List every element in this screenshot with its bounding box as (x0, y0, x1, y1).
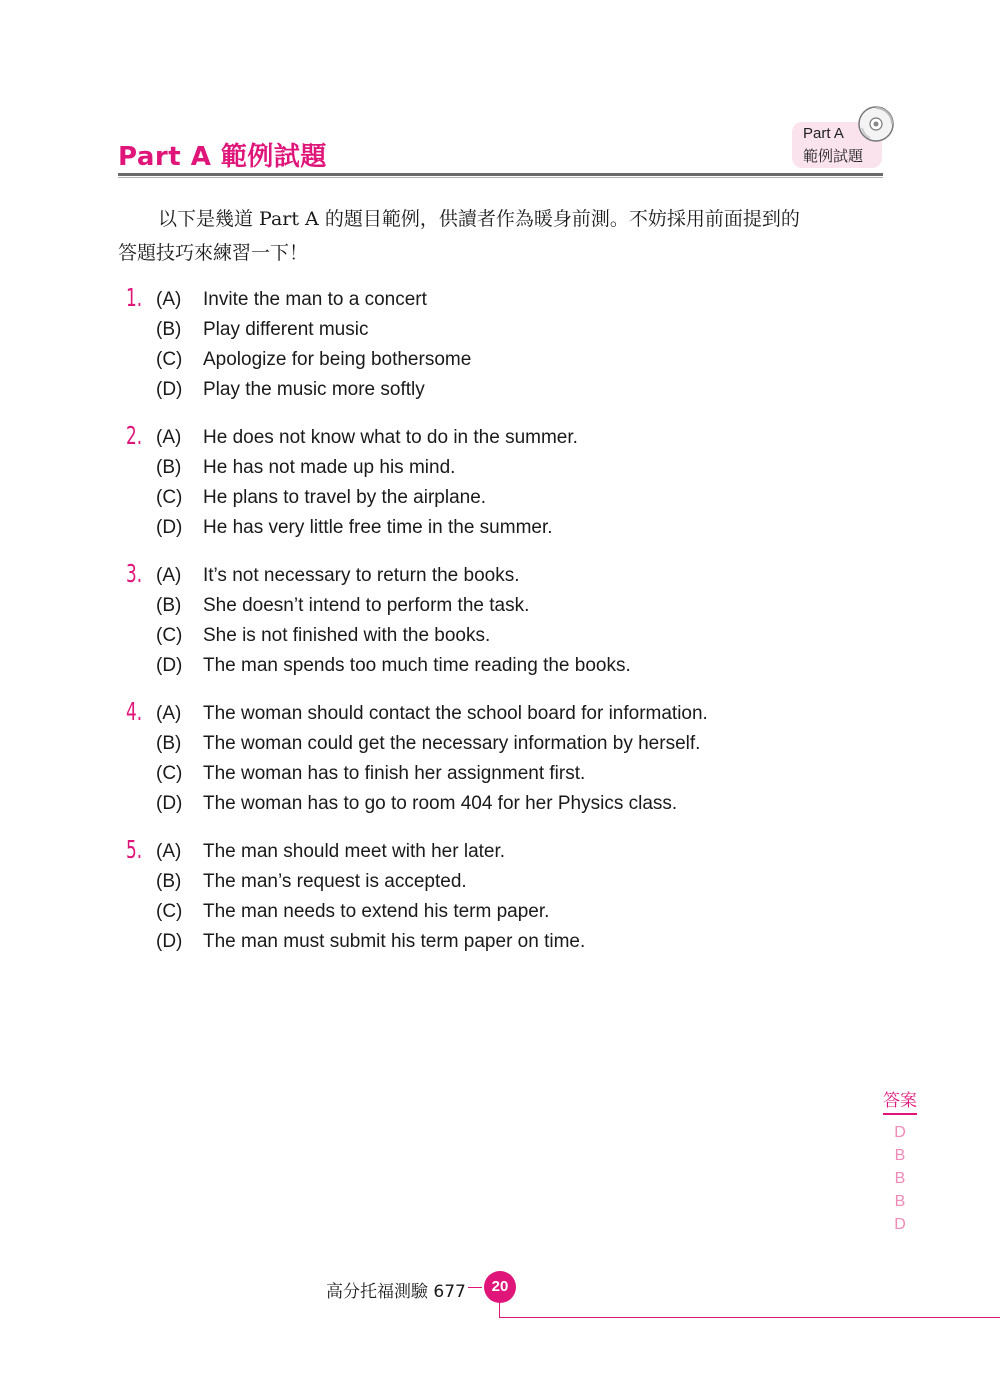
badge-section-label: 範例試題 (803, 147, 864, 165)
answer-item: B (894, 1170, 906, 1187)
answer-key (880, 1086, 920, 1236)
option-letter: (A) (156, 565, 182, 586)
footer-dash (468, 1287, 482, 1288)
option-letter: (B) (156, 457, 182, 478)
option-text: The man must submit his term paper on time. (203, 931, 586, 952)
option-letter: (D) (156, 379, 183, 400)
footer-rule-vertical (499, 1303, 500, 1318)
answer-item: D (894, 1124, 906, 1141)
option-text: The man should meet with her later. (203, 841, 506, 862)
title-divider-thin (118, 177, 883, 178)
intro-line: 以下是幾道 Part A 的題目範例，供讀者作為暖身前測。不妨採用前面提到的 (158, 208, 800, 230)
intro-paragraph (118, 202, 888, 270)
title-divider (118, 173, 883, 176)
option-letter: (C) (156, 625, 183, 646)
answer-item: B (894, 1193, 906, 1210)
option-text: The woman has to go to room 404 for her Physics class. (203, 793, 678, 814)
answer-key-title: 答案 (883, 1086, 917, 1115)
option-letter: (D) (156, 793, 183, 814)
option-letter: (A) (156, 427, 182, 448)
answer-item: D (894, 1216, 906, 1233)
option-text: The man spends too much time reading the books. (203, 655, 631, 676)
cd-icon (856, 104, 896, 144)
option-text: The woman has to finish her assignment first. (203, 763, 586, 784)
option-letter: (B) (156, 319, 182, 340)
option-text: It’s not necessary to return the books. (203, 565, 520, 586)
intro-line: 答題技巧來練習一下！ (118, 242, 309, 264)
question-number: 5. (126, 835, 143, 864)
page-title: Part A 範例試題 (118, 142, 327, 172)
option-letter: (C) (156, 901, 183, 922)
option-letter: (A) (156, 703, 182, 724)
option-letter: (C) (156, 487, 183, 508)
option-text: He has very little free time in the summer. (203, 517, 553, 538)
footer-rule (499, 1317, 1000, 1318)
question-number: 1. (126, 283, 143, 312)
option-letter: (C) (156, 763, 183, 784)
option-letter: (A) (156, 841, 182, 862)
option-text: The man needs to extend his term paper. (203, 901, 550, 922)
option-text: The woman should contact the school board for information. (203, 703, 708, 724)
question-number: 4. (126, 697, 143, 726)
option-letter: (B) (156, 733, 182, 754)
option-letter: (B) (156, 595, 182, 616)
badge-part-label: Part A (803, 125, 844, 142)
book-title: 高分托福測驗 677 (326, 1282, 466, 1302)
answer-item: B (894, 1147, 906, 1164)
option-letter: (D) (156, 931, 183, 952)
option-text: She is not finished with the books. (203, 625, 491, 646)
option-text: Apologize for being bothersome (203, 349, 472, 370)
option-text: He does not know what to do in the summer. (203, 427, 578, 448)
option-letter: (D) (156, 655, 183, 676)
option-letter: (A) (156, 289, 182, 310)
option-letter: (D) (156, 517, 183, 538)
option-letter: (C) (156, 349, 183, 370)
option-text: He plans to travel by the airplane. (203, 487, 487, 508)
answer-list (880, 1121, 920, 1236)
page-number: 20 (484, 1271, 516, 1303)
option-text: She doesn’t intend to perform the task. (203, 595, 530, 616)
question-number: 3. (126, 559, 143, 588)
option-letter: (B) (156, 871, 182, 892)
question-number: 2. (126, 421, 143, 450)
option-text: The man’s request is accepted. (203, 871, 467, 892)
option-text: Play different music (203, 319, 369, 340)
option-text: Invite the man to a concert (203, 289, 427, 310)
option-text: The woman could get the necessary information by herself. (203, 733, 701, 754)
option-text: He has not made up his mind. (203, 457, 456, 478)
option-text: Play the music more softly (203, 379, 425, 400)
